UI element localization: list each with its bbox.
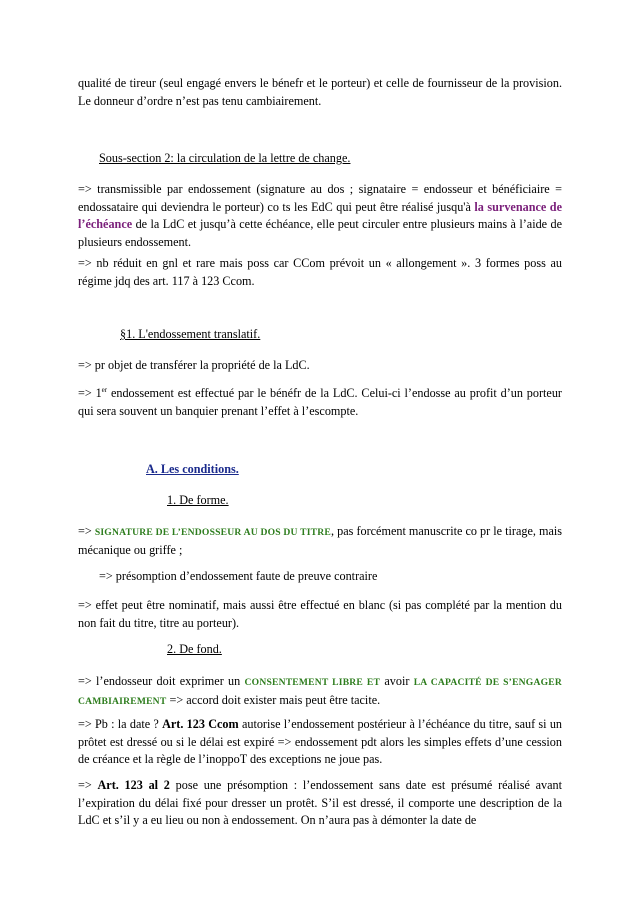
heading-section-1: §1. L'endossement translatif. xyxy=(120,327,261,341)
paragraph-text: => pr objet de transférer la propriété de la LdC. xyxy=(78,358,310,372)
paragraph-date xyxy=(78,716,562,769)
article-reference: Art. 123 Ccom xyxy=(162,717,239,731)
paragraph-transmissible xyxy=(78,181,562,251)
paragraph-objet xyxy=(78,357,562,375)
paragraph-text: endossement est effectué par le bénéfr de la LdC. Celui-ci l’endosse au profit d’un porteur qui sera souvent un banquier prenant l’effet à l’escompte. xyxy=(78,386,562,418)
paragraph-allongement xyxy=(78,255,562,290)
heading-subsection-2: Sous-section 2: la circulation de la lettre de change. xyxy=(99,151,351,165)
highlight-echeance: la survenance de l’échéance xyxy=(78,199,562,231)
paragraph-presomption: => présomption d’endossement faute de preuve contraire xyxy=(99,569,378,583)
paragraph-text: de la LdC et jusqu’à cette échéance, elle peut circuler entre plusieurs mains à l’aide de plusieurs endossement. xyxy=(78,217,562,249)
paragraph-provision xyxy=(78,75,562,110)
highlight-signature: SIGNATURE DE L’ENDOSSEUR AU DOS DU TITRE xyxy=(94,527,331,538)
paragraph-presomption-date xyxy=(78,777,562,830)
heading-2-fond: 2. De fond. xyxy=(167,642,222,656)
heading-1-forme: 1. De forme. xyxy=(167,493,229,507)
paragraph-text: , pas forcément manuscrite co pr le tirage, mais mécanique ou griffe ; xyxy=(78,524,563,557)
paragraph-text: pose une présomption : l’endossement sans date est présumé réalisé avant l’expiration du délai fixé pour dresser un protêt. S’il est dressé, il comporte une description de la LdC et s’il y a eu lieu ou non à endossement. On n’aura pas à démonter la date de xyxy=(78,778,563,827)
paragraph-text: => effet peut être nominatif, mais aussi être effectué en blanc (si pas complété par la mention du non fait du titre, titre au porteur). xyxy=(78,598,562,630)
paragraph-text: => xyxy=(78,524,95,538)
paragraph-premier-endossement xyxy=(78,385,562,420)
superscript: er xyxy=(101,386,108,394)
paragraph-text: => nb réduit en gnl et rare mais poss car CCom prévoit un « allongement ». 3 formes poss au régime jdq des art. 117 à 123 Ccom. xyxy=(78,256,562,288)
paragraph-text: => l’endosseur doit exprimer un xyxy=(78,674,245,688)
highlight-consentement: CONSENTEMENT LIBRE ET xyxy=(244,677,381,688)
paragraph-nominatif xyxy=(78,597,562,632)
paragraph-text: qualité de tireur (seul engagé envers le bénefr et le porteur) et celle de fournisseur de la provision. Le donneur d’ordre n’est pas tenu cambiairement. xyxy=(78,76,562,108)
article-reference: Art. 123 al 2 xyxy=(97,778,170,792)
paragraph-text: => xyxy=(78,778,98,792)
highlight-capacite: LA CAPACITÉ DE S’ENGAGER CAMBIAIREMENT xyxy=(78,677,562,707)
paragraph-text: autorise l’endossement postérieur à l’échéance du titre, sauf si un prôtet est dressé ou si le délai est expiré => endossement pdt alors les simples effets d’une cession de créance et la règle de l’inoppoT des exceptions ne joue pas. xyxy=(78,717,562,766)
paragraph-signature xyxy=(78,523,562,559)
paragraph-text: => transmissible par endossement (signature au dos ; signataire = endosseur et bénéficiaire = endossataire qui deviendra le porteur) co ts les EdC qui peut être réalisé jusqu'à xyxy=(78,182,562,214)
paragraph-text: => accord doit exister mais peut être tacite. xyxy=(166,692,381,707)
paragraph-text: => 1 xyxy=(78,386,102,400)
paragraph-text: => Pb : la date ? xyxy=(78,717,163,731)
paragraph-text: avoir xyxy=(380,674,414,688)
paragraph-consentement xyxy=(78,673,562,710)
heading-a-conditions: A. Les conditions. xyxy=(146,462,239,476)
